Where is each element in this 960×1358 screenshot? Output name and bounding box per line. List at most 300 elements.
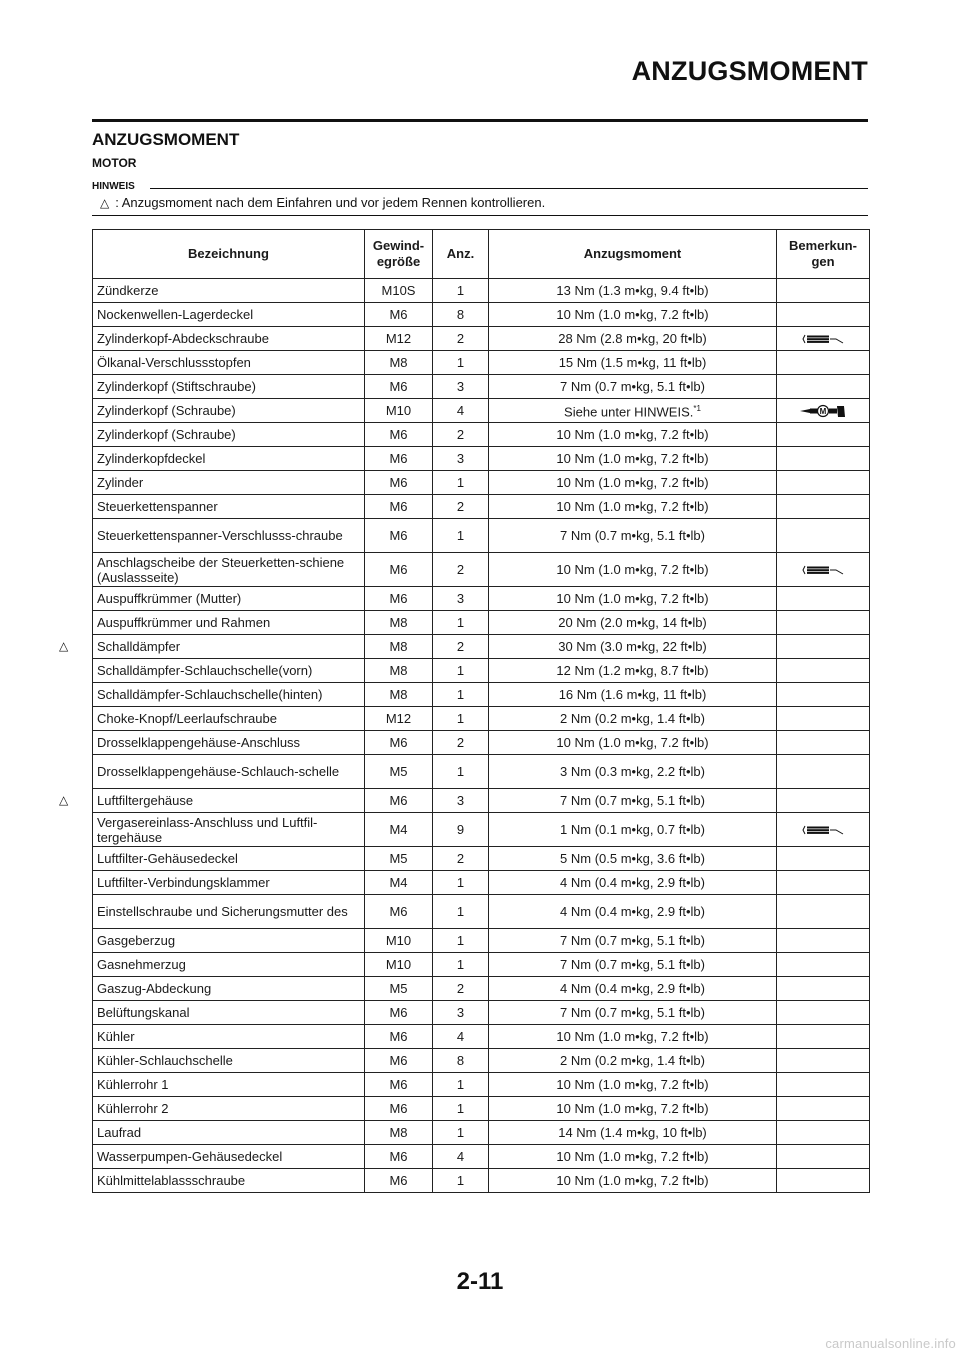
quantity-cell-text: 2 (456, 639, 465, 654)
page-header-title: ANZUGSMOMENT (631, 56, 868, 86)
quantity-cell (433, 731, 489, 755)
header-name: Bezeichnung (93, 230, 365, 279)
torque-cell (489, 447, 777, 471)
quantity-cell (433, 871, 489, 895)
part-name-cell-text: Drosselklappengehäuse-Schlauch-schelle (97, 764, 340, 779)
torque-cell (489, 1001, 777, 1025)
remark-cell (777, 1169, 870, 1193)
table-row (93, 1121, 870, 1145)
remark-cell (777, 683, 870, 707)
torque-cell (489, 635, 777, 659)
torque-cell (489, 1025, 777, 1049)
part-name-cell (93, 611, 365, 635)
thread-size-cell-text: M6 (389, 1053, 408, 1068)
table-row (93, 789, 870, 813)
table-row (93, 1097, 870, 1121)
remark-cell (777, 895, 870, 929)
thread-size-cell-text: M4 (389, 822, 408, 837)
torque-cell-text: 4 Nm (0.4 m•kg, 2.9 ft•lb) (560, 981, 705, 996)
quantity-cell (433, 755, 489, 789)
table-row (93, 447, 870, 471)
torque-cell-text: 10 Nm (1.0 m•kg, 7.2 ft•lb) (556, 562, 709, 577)
footnote-mark: *1 (693, 404, 701, 414)
quantity-cell (433, 553, 489, 587)
remark-cell (777, 279, 870, 303)
header-qty: Anz. (433, 230, 489, 279)
part-name-cell (93, 495, 365, 519)
quantity-cell-text: 3 (456, 451, 465, 466)
table-row (93, 871, 870, 895)
torque-cell (489, 423, 777, 447)
torque-cell-text: 10 Nm (1.0 m•kg, 7.2 ft•lb) (556, 1077, 709, 1092)
part-name-cell (93, 1001, 365, 1025)
thread-size-cell-text: M8 (389, 687, 408, 702)
thread-size-cell (365, 789, 433, 813)
quantity-cell-text: 4 (456, 403, 465, 418)
thread-size-cell (365, 707, 433, 731)
part-name-cell (93, 847, 365, 871)
remark-cell (777, 929, 870, 953)
quantity-cell-text: 1 (456, 711, 465, 726)
torque-cell (489, 871, 777, 895)
torque-cell (489, 1121, 777, 1145)
part-name-cell-text: Schalldämpfer-Schlauchschelle(vorn) (97, 663, 313, 678)
thread-size-cell (365, 553, 433, 587)
quantity-cell-text: 1 (456, 764, 465, 779)
triangle-icon: △ (100, 196, 110, 210)
thread-size-cell-text: M6 (389, 475, 408, 490)
torque-cell-text: 7 Nm (0.7 m•kg, 5.1 ft•lb) (560, 793, 705, 808)
quantity-cell-text: 8 (456, 307, 465, 322)
quantity-cell-text: 2 (456, 735, 465, 750)
quantity-cell-text: 1 (456, 875, 465, 890)
part-name-cell-text: Gaszug-Abdeckung (97, 981, 212, 996)
torque-cell-text: 14 Nm (1.4 m•kg, 10 ft•lb) (558, 1125, 707, 1140)
locking-agent-icon (799, 823, 847, 837)
remark-cell (777, 953, 870, 977)
remark-cell (777, 1145, 870, 1169)
part-name-cell (93, 1169, 365, 1193)
remark-cell (777, 351, 870, 375)
part-name-cell-text: Anschlagscheibe der Steuerketten-schiene (Auslassseite) (97, 554, 345, 585)
thread-size-cell-text: M6 (389, 1101, 408, 1116)
quantity-cell-text: 3 (456, 591, 465, 606)
part-name-cell-text: Zündkerze (97, 283, 159, 298)
torque-cell-text: 10 Nm (1.0 m•kg, 7.2 ft•lb) (556, 475, 709, 490)
torque-cell (489, 279, 777, 303)
part-name-cell-text: Steuerkettenspanner-Verschlusss-chraube (97, 528, 343, 543)
table-row (93, 327, 870, 351)
quantity-cell-text: 1 (456, 1077, 465, 1092)
part-name-cell-text: Einstellschraube und Sicherungsmutter des (97, 904, 348, 919)
torque-cell (489, 495, 777, 519)
torque-cell-text: 12 Nm (1.2 m•kg, 8.7 ft•lb) (556, 663, 709, 678)
torque-cell-text: 20 Nm (2.0 m•kg, 14 ft•lb) (558, 615, 707, 630)
thread-size-cell-text: M4 (389, 875, 408, 890)
table-row (93, 895, 870, 929)
part-name-cell-text: Choke-Knopf/Leerlaufschraube (97, 711, 277, 726)
thread-size-cell (365, 953, 433, 977)
torque-cell-text: 28 Nm (2.8 m•kg, 20 ft•lb) (558, 331, 707, 346)
section-title: ANZUGSMOMENT (92, 130, 240, 149)
torque-cell-text: 15 Nm (1.5 m•kg, 11 ft•lb) (558, 355, 707, 370)
thread-size-cell-text: M6 (389, 793, 408, 808)
torque-cell-text: 10 Nm (1.0 m•kg, 7.2 ft•lb) (556, 1101, 709, 1116)
torque-cell (489, 587, 777, 611)
thread-size-cell (365, 1121, 433, 1145)
thread-size-cell-text: M6 (389, 904, 408, 919)
quantity-cell (433, 659, 489, 683)
torque-cell-text: 10 Nm (1.0 m•kg, 7.2 ft•lb) (556, 735, 709, 750)
thread-size-cell (365, 423, 433, 447)
quantity-cell-text: 1 (456, 1101, 465, 1116)
quantity-cell (433, 587, 489, 611)
remark-cell (777, 813, 870, 847)
part-name-cell (93, 1121, 365, 1145)
thread-size-cell-text: M8 (389, 639, 408, 654)
quantity-cell-text: 3 (456, 1005, 465, 1020)
thread-size-cell (365, 1097, 433, 1121)
quantity-cell-text: 1 (456, 615, 465, 630)
table-row (93, 683, 870, 707)
remark-cell (777, 731, 870, 755)
torque-cell (489, 611, 777, 635)
table-row (93, 929, 870, 953)
quantity-cell (433, 375, 489, 399)
torque-cell-text: 2 Nm (0.2 m•kg, 1.4 ft•lb) (560, 1053, 705, 1068)
part-name-cell-text: Auspuffkrümmer (Mutter) (97, 591, 242, 606)
torque-cell (489, 553, 777, 587)
table-row (93, 1025, 870, 1049)
thread-size-cell-text: M6 (389, 307, 408, 322)
remark-cell (777, 659, 870, 683)
part-name-cell-text: Zylinderkopf-Abdeckschraube (97, 331, 269, 346)
torque-cell-text: 10 Nm (1.0 m•kg, 7.2 ft•lb) (556, 499, 709, 514)
torque-cell-text: 3 Nm (0.3 m•kg, 2.2 ft•lb) (560, 764, 705, 779)
table-row (93, 1145, 870, 1169)
header-rule (92, 119, 868, 122)
torque-cell-text: 30 Nm (3.0 m•kg, 22 ft•lb) (558, 639, 707, 654)
remark-cell (777, 423, 870, 447)
quantity-cell-text: 2 (456, 499, 465, 514)
torque-cell-text: 10 Nm (1.0 m•kg, 7.2 ft•lb) (556, 1173, 709, 1188)
table-row (93, 495, 870, 519)
quantity-cell (433, 929, 489, 953)
thread-size-cell-text: M10 (385, 957, 412, 972)
part-name-cell (93, 587, 365, 611)
thread-size-cell (365, 495, 433, 519)
thread-size-cell-text: M8 (389, 355, 408, 370)
thread-size-cell-text: M6 (389, 1077, 408, 1092)
quantity-cell-text: 9 (456, 822, 465, 837)
thread-size-cell-text: M6 (389, 591, 408, 606)
torque-cell-text: 4 Nm (0.4 m•kg, 2.9 ft•lb) (560, 904, 705, 919)
part-name-cell (93, 519, 365, 553)
part-name-cell-text: Vergasereinlass-Anschluss und Luftfil-tergehäuse (97, 814, 318, 845)
torque-cell (489, 789, 777, 813)
quantity-cell (433, 1145, 489, 1169)
thread-size-cell (365, 519, 433, 553)
table-row (93, 635, 870, 659)
remark-cell (777, 495, 870, 519)
torque-cell-text: 7 Nm (0.7 m•kg, 5.1 ft•lb) (560, 957, 705, 972)
thread-size-cell (365, 327, 433, 351)
table-row (93, 587, 870, 611)
table-row (93, 351, 870, 375)
torque-table (92, 229, 870, 1193)
part-name-cell (93, 327, 365, 351)
remark-cell (777, 1097, 870, 1121)
thread-size-cell-text: M6 (389, 562, 408, 577)
quantity-cell-text: 3 (456, 793, 465, 808)
part-name-cell-text: Nockenwellen-Lagerdeckel (97, 307, 254, 322)
thread-size-cell (365, 755, 433, 789)
quantity-cell (433, 423, 489, 447)
part-name-cell (93, 707, 365, 731)
torque-cell (489, 707, 777, 731)
torque-cell-text: 10 Nm (1.0 m•kg, 7.2 ft•lb) (556, 1149, 709, 1164)
quantity-cell (433, 1121, 489, 1145)
table-row (93, 731, 870, 755)
quantity-cell-text: 1 (456, 355, 465, 370)
part-name-cell-text: Kühlerrohr 1 (97, 1077, 169, 1092)
quantity-cell-text: 1 (456, 528, 465, 543)
torque-cell (489, 327, 777, 351)
quantity-cell (433, 977, 489, 1001)
quantity-cell-text: 1 (456, 933, 465, 948)
thread-size-cell (365, 351, 433, 375)
part-name-cell-text: Schalldämpfer-Schlauchschelle(hinten) (97, 687, 323, 702)
quantity-cell-text: 1 (456, 957, 465, 972)
header-thread: Gewind-egröße (365, 230, 433, 279)
watermark: carmanualsonline.info (825, 1336, 956, 1351)
table-row (93, 847, 870, 871)
torque-cell (489, 351, 777, 375)
part-name-cell-text: Laufrad (97, 1125, 142, 1140)
thread-size-cell (365, 611, 433, 635)
quantity-cell (433, 351, 489, 375)
part-name-cell (93, 895, 365, 929)
torque-cell-text: 10 Nm (1.0 m•kg, 7.2 ft•lb) (556, 451, 709, 466)
thread-size-cell (365, 1169, 433, 1193)
thread-size-cell-text: M8 (389, 615, 408, 630)
torque-cell (489, 1049, 777, 1073)
part-name-cell-text: Zylinder (97, 475, 144, 490)
torque-cell (489, 303, 777, 327)
part-name-cell-text: Auspuffkrümmer und Rahmen (97, 615, 271, 630)
quantity-cell-text: 1 (456, 904, 465, 919)
torque-cell (489, 953, 777, 977)
table-body (93, 279, 870, 1193)
thread-size-cell-text: M6 (389, 427, 408, 442)
torque-cell (489, 977, 777, 1001)
remark-cell (777, 1001, 870, 1025)
table-row (93, 399, 870, 423)
quantity-cell (433, 519, 489, 553)
quantity-cell (433, 1073, 489, 1097)
triangle-icon: △ (59, 638, 69, 653)
page-number: 2-11 (456, 1268, 504, 1295)
table-row (93, 553, 870, 587)
thread-size-cell-text: M8 (389, 663, 408, 678)
thread-size-cell-text: M6 (389, 1005, 408, 1020)
thread-size-cell (365, 447, 433, 471)
part-name-cell (93, 683, 365, 707)
remark-cell (777, 327, 870, 351)
part-name-cell (93, 1097, 365, 1121)
part-name-cell (93, 813, 365, 847)
part-name-cell (93, 731, 365, 755)
remark-cell (777, 303, 870, 327)
quantity-cell-text: 2 (456, 427, 465, 442)
quantity-cell (433, 611, 489, 635)
quantity-cell (433, 1001, 489, 1025)
part-name-cell (93, 1025, 365, 1049)
thread-size-cell (365, 977, 433, 1001)
part-name-cell (93, 871, 365, 895)
remark-cell (777, 789, 870, 813)
torque-cell-text: 7 Nm (0.7 m•kg, 5.1 ft•lb) (560, 933, 705, 948)
thread-size-cell (365, 895, 433, 929)
quantity-cell (433, 447, 489, 471)
remark-cell (777, 1121, 870, 1145)
quantity-cell-text: 1 (456, 687, 465, 702)
remark-cell (777, 707, 870, 731)
thread-size-cell-text: M12 (385, 331, 412, 346)
thread-size-cell-text: M10 (385, 933, 412, 948)
thread-size-cell-text: M6 (389, 1149, 408, 1164)
thread-size-cell (365, 1025, 433, 1049)
table-row (93, 813, 870, 847)
locking-agent-icon (799, 332, 847, 346)
thread-size-cell (365, 279, 433, 303)
note-label: HINWEIS (92, 181, 139, 192)
torque-cell (489, 895, 777, 929)
torque-cell (489, 847, 777, 871)
torque-cell (489, 1073, 777, 1097)
quantity-cell (433, 1097, 489, 1121)
quantity-cell (433, 635, 489, 659)
part-name-cell-text: Gasnehmerzug (97, 957, 186, 972)
quantity-cell-text: 4 (456, 1149, 465, 1164)
quantity-cell-text: 1 (456, 283, 465, 298)
remark-cell (777, 587, 870, 611)
torque-cell-text: 10 Nm (1.0 m•kg, 7.2 ft•lb) (556, 1029, 709, 1044)
quantity-cell (433, 471, 489, 495)
thread-size-cell (365, 813, 433, 847)
quantity-cell-text: 2 (456, 562, 465, 577)
quantity-cell-text: 8 (456, 1053, 465, 1068)
torque-cell (489, 659, 777, 683)
quantity-cell (433, 683, 489, 707)
table-row (93, 303, 870, 327)
table-row (93, 707, 870, 731)
thread-size-cell-text: M6 (389, 451, 408, 466)
remark-cell (777, 1073, 870, 1097)
torque-cell-text: 10 Nm (1.0 m•kg, 7.2 ft•lb) (556, 307, 709, 322)
part-name-cell-text: Wasserpumpen-Gehäusedeckel (97, 1149, 283, 1164)
header-torque: Anzugsmoment (489, 230, 777, 279)
torque-cell (489, 471, 777, 495)
thread-size-cell-text: M6 (389, 1029, 408, 1044)
part-name-cell (93, 375, 365, 399)
part-name-cell-text: Ölkanal-Verschlussstopfen (97, 355, 251, 370)
torque-cell (489, 1169, 777, 1193)
remark-cell (777, 977, 870, 1001)
note-text (100, 195, 545, 210)
header-remarks: Bemerkun-gen (777, 230, 870, 279)
torque-cell (489, 519, 777, 553)
part-name-cell-text: Luftfilter-Verbindungsklammer (97, 875, 270, 890)
remark-cell (777, 471, 870, 495)
note-rule-top (150, 188, 868, 189)
part-name-cell-text: Kühler (97, 1029, 135, 1044)
remark-cell (777, 519, 870, 553)
table-row (93, 519, 870, 553)
remark-cell (777, 375, 870, 399)
part-name-cell (93, 929, 365, 953)
quantity-cell (433, 327, 489, 351)
part-name-cell (93, 1145, 365, 1169)
table-row (93, 755, 870, 789)
thread-size-cell-text: M6 (389, 735, 408, 750)
part-name-cell (93, 977, 365, 1001)
part-name-cell (93, 659, 365, 683)
locking-agent-icon (799, 563, 847, 577)
remark-cell (777, 635, 870, 659)
torque-cell-text: 13 Nm (1.3 m•kg, 9.4 ft•lb) (556, 283, 709, 298)
quantity-cell (433, 895, 489, 929)
table-row (93, 375, 870, 399)
part-name-cell-text: Kühlmittelablassschraube (97, 1173, 246, 1188)
torque-cell (489, 755, 777, 789)
quantity-cell-text: 2 (456, 981, 465, 996)
remark-cell (777, 847, 870, 871)
quantity-cell-text: 1 (456, 1125, 465, 1140)
quantity-cell-text: 2 (456, 331, 465, 346)
torque-cell (489, 1097, 777, 1121)
note-rule-bottom (92, 215, 868, 216)
thread-size-cell-text: M6 (389, 379, 408, 394)
quantity-cell (433, 707, 489, 731)
part-name-cell-text: Kühlerrohr 2 (97, 1101, 169, 1116)
table-row (93, 471, 870, 495)
part-name-cell-text: Zylinderkopf (Schraube) (97, 403, 236, 418)
remark-cell (777, 755, 870, 789)
remark-cell (777, 1049, 870, 1073)
table-row (93, 659, 870, 683)
quantity-cell-text: 4 (456, 1029, 465, 1044)
table-row (93, 953, 870, 977)
quantity-cell (433, 847, 489, 871)
thread-size-cell (365, 929, 433, 953)
thread-size-cell-text: M5 (389, 764, 408, 779)
torque-cell (489, 813, 777, 847)
torque-cell (489, 375, 777, 399)
torque-cell-text: 10 Nm (1.0 m•kg, 7.2 ft•lb) (556, 427, 709, 442)
thread-size-cell-text: M6 (389, 499, 408, 514)
part-name-cell (93, 953, 365, 977)
torque-cell-text: 7 Nm (0.7 m•kg, 5.1 ft•lb) (560, 1005, 705, 1020)
remark-cell (777, 611, 870, 635)
table-row (93, 423, 870, 447)
thread-size-cell-text: M8 (389, 1125, 408, 1140)
part-name-cell (93, 399, 365, 423)
part-name-cell-text: Zylinderkopfdeckel (97, 451, 206, 466)
part-name-cell-text: Gasgeberzug (97, 933, 176, 948)
quantity-cell-text: 1 (456, 475, 465, 490)
part-name-cell-text: Kühler-Schlauchschelle (97, 1053, 233, 1068)
